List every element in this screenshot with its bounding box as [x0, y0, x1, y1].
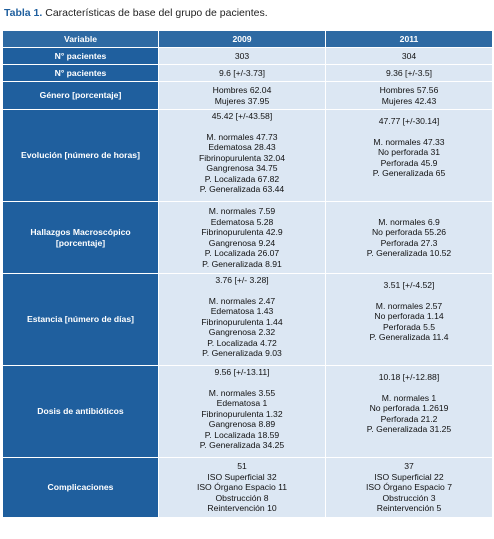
header-year-2009: 2009 — [159, 31, 326, 48]
cell-summary: 9.56 [+/-13.11] — [214, 367, 270, 377]
cell-2009 — [159, 110, 326, 202]
table-number: Tabla 1. — [4, 7, 43, 19]
cell-text: 37 ISO Superficial 22 ISO Órgano Espacio 7 Obstrucción 3 Reintervención 5 — [366, 461, 452, 514]
cell-text: M. normales 6.9 No perforada 55.26 Perforada 27.3 P. Generalizada 10.52 — [366, 216, 452, 258]
row-label: N° pacientes — [3, 48, 159, 65]
cell-2011 — [326, 366, 493, 458]
table-title: Características de base del grupo de pacientes. — [45, 7, 268, 19]
table-header-row — [3, 31, 493, 48]
table-row — [3, 458, 493, 518]
table-row — [3, 202, 493, 274]
cell-text: Hombres 62.04 Mujeres 37.95 — [212, 85, 272, 106]
row-label: Estancia [número de días] — [3, 274, 159, 366]
table-row — [3, 82, 493, 110]
cell-text: 51 ISO Superficial 32 ISO Órgano Espacio 11 Obstrucción 8 Reintervención 10 — [196, 461, 288, 514]
cell-summary: 45.42 [+/-43.58] — [211, 111, 273, 121]
cell-text: Hombres 57.56 Mujeres 42.43 — [379, 85, 439, 106]
cell-summary: 3.76 [+/- 3.28] — [215, 275, 269, 285]
cell-2009 — [159, 82, 326, 110]
row-label: Dosis de antibióticos — [3, 366, 159, 458]
cell-2009: 9.6 [+/-3.73] — [159, 65, 326, 82]
cell-summary: 47.77 [+/-30.14] — [378, 116, 440, 126]
table-row — [3, 110, 493, 202]
cell-2009 — [159, 274, 326, 366]
row-label: Complicaciones — [3, 458, 159, 518]
cell-2011 — [326, 274, 493, 366]
cell-summary: 10.18 [+/-12.88] — [378, 372, 440, 382]
row-label: N° pacientes — [3, 65, 159, 82]
table-caption — [4, 7, 268, 19]
cell-2011 — [326, 202, 493, 274]
cell-2009: 303 — [159, 48, 326, 65]
header-year-2011: 2011 — [326, 31, 493, 48]
cell-text: M. normales 1 No perforada 1.2619 Perforada 21.2 P. Generalizada 31.25 — [366, 392, 452, 434]
table-row — [3, 366, 493, 458]
cell-2009 — [159, 366, 326, 458]
cell-text: M. normales 7.59 Edematosa 5.28 Fibrinopurulenta 42.9 Gangrenosa 9.24 P. Localizada 26.07 P. Generalizada 8.91 — [201, 206, 283, 269]
table-row — [3, 274, 493, 366]
row-label: Género [porcentaje] — [3, 82, 159, 110]
table-row — [3, 65, 493, 82]
cell-text: M. normales 2.57 No perforada 1.14 Perforada 5.5 P. Generalizada 11.4 — [369, 300, 449, 342]
row-label: Hallazgos Macroscópico [porcentaje] — [3, 202, 159, 274]
cell-2011 — [326, 458, 493, 518]
cell-text: M. normales 47.73 Edematosa 28.43 Fibrinopurulenta 32.04 Gangrenosa 34.75 P. Localizada 67.82 P. Generalizada 63.44 — [199, 131, 285, 194]
cell-summary: 3.51 [+/-4.52] — [383, 280, 435, 290]
cell-2011 — [326, 110, 493, 202]
cell-2011 — [326, 82, 493, 110]
cell-2009 — [159, 202, 326, 274]
table-row — [3, 48, 493, 65]
header-variable: Variable — [3, 31, 159, 48]
row-label: Evolución [número de horas] — [3, 110, 159, 202]
patients-table — [2, 30, 492, 518]
cell-text: M. normales 3.55 Edematosa 1 Fibrinopurulenta 1.32 Gangrenosa 8.89 P. Localizada 18.59 P. Generalizada 34.25 — [199, 387, 285, 450]
cell-2011: 9.36 [+/-3.5] — [326, 65, 493, 82]
cell-2009 — [159, 458, 326, 518]
cell-text: M. normales 2.47 Edematosa 1.43 Fibrinopurulenta 1.44 Gangrenosa 2.32 P. Localizada 4.72 P. Generalizada 9.03 — [201, 295, 283, 358]
cell-2011: 304 — [326, 48, 493, 65]
cell-text: M. normales 47.33 No perforada 31 Perforada 45.9 P. Generalizada 65 — [372, 136, 446, 178]
